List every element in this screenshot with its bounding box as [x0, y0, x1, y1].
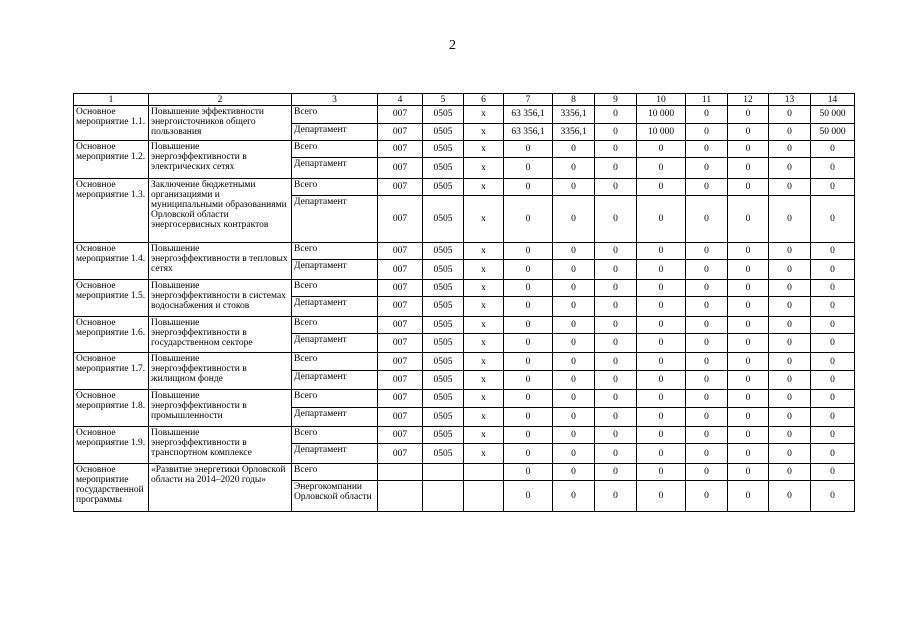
value-cell: 0 — [686, 316, 728, 333]
value-cell: 0 — [811, 481, 855, 512]
value-cell: 0 — [728, 140, 769, 157]
value-cell: 0 — [553, 407, 595, 426]
value-cell: 0 — [686, 158, 728, 178]
value-cell: 0 — [637, 158, 686, 178]
value-cell: 0 — [811, 316, 855, 333]
table-row — [74, 106, 855, 123]
value-cell: 0 — [728, 243, 769, 260]
value-cell: 63 356,1 — [504, 106, 553, 123]
value-cell: 0 — [595, 426, 637, 443]
value-cell: 0 — [811, 463, 855, 480]
table-row — [74, 426, 855, 443]
value-cell: 0 — [637, 196, 686, 243]
value-cell: 0 — [637, 444, 686, 463]
funding-source: Всего — [292, 279, 378, 296]
value-cell: 007 — [378, 279, 423, 296]
activity-description: Повышение энергоэффективности в транспортном комплексе — [149, 426, 292, 463]
value-cell: 0 — [686, 444, 728, 463]
value-cell: 0 — [637, 140, 686, 157]
value-cell: 0 — [769, 196, 811, 243]
value-cell: 0 — [811, 390, 855, 407]
value-cell: 0 — [728, 353, 769, 370]
value-cell: 0505 — [423, 334, 464, 353]
value-cell: 0 — [769, 407, 811, 426]
value-cell: 0 — [811, 297, 855, 316]
value-cell: 0 — [595, 123, 637, 140]
value-cell: 0 — [811, 370, 855, 389]
value-cell: 0 — [811, 353, 855, 370]
value-cell: 0 — [595, 390, 637, 407]
table-row — [74, 178, 855, 195]
value-cell: 3356,1 — [553, 106, 595, 123]
value-cell: 007 — [378, 444, 423, 463]
value-cell: 007 — [378, 407, 423, 426]
value-cell: 0 — [637, 178, 686, 195]
funding-source: Всего — [292, 106, 378, 123]
activity-name: Основное мероприятие 1.9. — [74, 426, 149, 463]
value-cell: 0 — [728, 279, 769, 296]
value-cell: 0 — [504, 279, 553, 296]
value-cell: 0 — [728, 444, 769, 463]
value-cell: 0 — [504, 407, 553, 426]
value-cell: 0 — [769, 463, 811, 480]
value-cell: 0 — [553, 279, 595, 296]
value-cell: 0 — [769, 444, 811, 463]
value-cell: 0505 — [423, 260, 464, 279]
funding-source: Департамент — [292, 260, 378, 279]
value-cell: 0 — [686, 140, 728, 157]
value-cell: 0 — [728, 316, 769, 333]
value-cell: 0 — [553, 334, 595, 353]
column-header: 5 — [423, 94, 464, 106]
value-cell: 0 — [769, 316, 811, 333]
value-cell: 0 — [686, 106, 728, 123]
value-cell: 0505 — [423, 243, 464, 260]
value-cell: 0 — [504, 243, 553, 260]
value-cell: 0505 — [423, 196, 464, 243]
value-cell: х — [464, 297, 504, 316]
value-cell: 0505 — [423, 407, 464, 426]
value-cell: 0 — [728, 123, 769, 140]
value-cell: 007 — [378, 370, 423, 389]
value-cell: 0 — [504, 370, 553, 389]
value-cell: 0 — [637, 260, 686, 279]
activity-name: Основное мероприятие 1.6. — [74, 316, 149, 353]
value-cell: 0 — [686, 243, 728, 260]
value-cell: 0 — [811, 334, 855, 353]
value-cell: х — [464, 334, 504, 353]
value-cell: 007 — [378, 243, 423, 260]
table-row — [74, 316, 855, 333]
value-cell — [464, 463, 504, 480]
value-cell: 0505 — [423, 106, 464, 123]
value-cell: 0 — [728, 426, 769, 443]
activity-description: Повышение энергоэффективности в государственном секторе — [149, 316, 292, 353]
value-cell — [378, 481, 423, 512]
activity-description: Заключение бюджетными организациями и муниципальными образованиями Орловской области энергосервисных контрактов — [149, 178, 292, 242]
value-cell: 0 — [728, 481, 769, 512]
value-cell: х — [464, 370, 504, 389]
funding-source: Всего — [292, 353, 378, 370]
value-cell: 0505 — [423, 140, 464, 157]
value-cell: 007 — [378, 426, 423, 443]
value-cell: 0 — [811, 260, 855, 279]
table-row — [74, 279, 855, 296]
value-cell: 0505 — [423, 370, 464, 389]
value-cell: 0 — [595, 481, 637, 512]
value-cell: 0 — [769, 426, 811, 443]
value-cell: х — [464, 444, 504, 463]
value-cell: 0 — [504, 196, 553, 243]
value-cell: 0 — [728, 297, 769, 316]
funding-source: Департамент — [292, 407, 378, 426]
funding-source: Всего — [292, 463, 378, 480]
table-row — [74, 463, 855, 480]
value-cell: 0 — [728, 463, 769, 480]
activity-description: Повышение энергоэффективности в жилищном фонде — [149, 353, 292, 390]
value-cell: 0 — [637, 353, 686, 370]
value-cell — [423, 481, 464, 512]
value-cell: 0 — [686, 123, 728, 140]
value-cell: 10 000 — [637, 106, 686, 123]
value-cell: 0 — [595, 463, 637, 480]
value-cell — [378, 463, 423, 480]
value-cell: 0 — [637, 279, 686, 296]
value-cell: 007 — [378, 123, 423, 140]
value-cell: 0 — [504, 353, 553, 370]
value-cell: х — [464, 178, 504, 195]
value-cell: х — [464, 243, 504, 260]
value-cell: 0 — [553, 260, 595, 279]
value-cell: 0 — [728, 260, 769, 279]
value-cell: 0 — [595, 279, 637, 296]
value-cell: 0 — [595, 444, 637, 463]
funding-source: Департамент — [292, 196, 378, 243]
value-cell: 0 — [686, 196, 728, 243]
value-cell: 0 — [595, 407, 637, 426]
value-cell: 3356,1 — [553, 123, 595, 140]
column-header: 12 — [728, 94, 769, 106]
activity-description: Повышение энергоэффективности в тепловых сетях — [149, 243, 292, 280]
value-cell: 0505 — [423, 426, 464, 443]
value-cell: 0 — [811, 243, 855, 260]
funding-source: Энергокомпании Орловской области — [292, 481, 378, 512]
value-cell: 0 — [769, 243, 811, 260]
column-header: 9 — [595, 94, 637, 106]
value-cell: 007 — [378, 390, 423, 407]
activity-name: Основное мероприятие 1.2. — [74, 140, 149, 178]
activity-name: Основное мероприятие 1.5. — [74, 279, 149, 316]
value-cell: х — [464, 426, 504, 443]
value-cell: 0 — [595, 158, 637, 178]
value-cell: 0 — [637, 334, 686, 353]
column-header: 6 — [464, 94, 504, 106]
value-cell: 0 — [686, 407, 728, 426]
funding-source: Всего — [292, 390, 378, 407]
value-cell: 0 — [595, 178, 637, 195]
value-cell: 0 — [553, 316, 595, 333]
column-header: 13 — [769, 94, 811, 106]
activity-description: Повышение энергоэффективности в электрических сетях — [149, 140, 292, 178]
value-cell: 0 — [686, 279, 728, 296]
value-cell: 0 — [728, 196, 769, 243]
value-cell: х — [464, 260, 504, 279]
value-cell: х — [464, 140, 504, 157]
activity-description: Повышение энергоэффективности в системах водоснабжения и стоков — [149, 279, 292, 316]
value-cell: х — [464, 158, 504, 178]
value-cell: 0 — [504, 178, 553, 195]
funding-source: Департамент — [292, 123, 378, 140]
funding-source: Всего — [292, 178, 378, 195]
value-cell: 0 — [595, 334, 637, 353]
value-cell: 007 — [378, 140, 423, 157]
value-cell: 0 — [769, 481, 811, 512]
value-cell: х — [464, 196, 504, 243]
value-cell: 0 — [595, 297, 637, 316]
value-cell: 0505 — [423, 316, 464, 333]
table-row — [74, 140, 855, 157]
value-cell: х — [464, 106, 504, 123]
value-cell: 0 — [811, 158, 855, 178]
value-cell: 007 — [378, 196, 423, 243]
value-cell: 0 — [504, 481, 553, 512]
value-cell: 0 — [769, 158, 811, 178]
table-row — [74, 243, 855, 260]
value-cell: 007 — [378, 334, 423, 353]
value-cell: 0 — [728, 370, 769, 389]
column-header-row — [74, 94, 855, 106]
value-cell: 0 — [686, 390, 728, 407]
value-cell: 0 — [504, 158, 553, 178]
value-cell: 0 — [637, 426, 686, 443]
column-header: 2 — [149, 94, 292, 106]
value-cell: 50 000 — [811, 106, 855, 123]
value-cell: 007 — [378, 106, 423, 123]
value-cell: 0 — [595, 370, 637, 389]
activity-name: Основное мероприятие 1.7. — [74, 353, 149, 390]
value-cell: 0 — [504, 140, 553, 157]
value-cell: 0 — [553, 370, 595, 389]
value-cell: 0 — [553, 243, 595, 260]
value-cell: 0505 — [423, 178, 464, 195]
value-cell: 0 — [769, 178, 811, 195]
value-cell: 0 — [504, 463, 553, 480]
value-cell: х — [464, 407, 504, 426]
funding-source: Департамент — [292, 370, 378, 389]
value-cell: 0 — [637, 297, 686, 316]
table-row — [74, 390, 855, 407]
value-cell: 007 — [378, 353, 423, 370]
value-cell: х — [464, 390, 504, 407]
value-cell: 0 — [769, 279, 811, 296]
value-cell: 0 — [595, 196, 637, 243]
value-cell: 0 — [686, 463, 728, 480]
value-cell: 63 356,1 — [504, 123, 553, 140]
value-cell: 0 — [637, 481, 686, 512]
activity-name: Основное мероприятие государственной программы — [74, 463, 149, 511]
value-cell: 0 — [553, 196, 595, 243]
funding-source: Всего — [292, 140, 378, 157]
value-cell: 0 — [728, 106, 769, 123]
value-cell — [423, 463, 464, 480]
funding-source: Департамент — [292, 297, 378, 316]
value-cell: 0 — [637, 407, 686, 426]
value-cell: 0 — [686, 178, 728, 195]
column-header: 11 — [686, 94, 728, 106]
budget-table — [73, 93, 855, 512]
value-cell: 0 — [595, 260, 637, 279]
value-cell: 0 — [728, 407, 769, 426]
value-cell: 0 — [553, 178, 595, 195]
column-header: 3 — [292, 94, 378, 106]
page-number: 2 — [449, 38, 456, 53]
value-cell: 0 — [553, 463, 595, 480]
value-cell: х — [464, 279, 504, 296]
value-cell: 0 — [637, 316, 686, 333]
value-cell: 0 — [769, 123, 811, 140]
value-cell: х — [464, 123, 504, 140]
value-cell: 0 — [728, 158, 769, 178]
activity-description: Повышение эффективности энергоисточников общего пользования — [149, 106, 292, 141]
value-cell: 10 000 — [637, 123, 686, 140]
value-cell: 0 — [811, 426, 855, 443]
value-cell: 007 — [378, 178, 423, 195]
value-cell: 0 — [553, 353, 595, 370]
value-cell: 0 — [553, 140, 595, 157]
value-cell: 0 — [553, 426, 595, 443]
value-cell: 0 — [504, 297, 553, 316]
column-header: 7 — [504, 94, 553, 106]
value-cell: 0 — [686, 353, 728, 370]
value-cell: 0505 — [423, 353, 464, 370]
value-cell: 0 — [686, 260, 728, 279]
value-cell: 0 — [637, 463, 686, 480]
activity-name: Основное мероприятие 1.3. — [74, 178, 149, 242]
value-cell — [464, 481, 504, 512]
funding-source: Департамент — [292, 444, 378, 463]
table-body — [74, 94, 855, 512]
value-cell: 0505 — [423, 390, 464, 407]
value-cell: 0 — [769, 334, 811, 353]
value-cell: 0 — [504, 334, 553, 353]
value-cell: 0 — [504, 316, 553, 333]
funding-source: Всего — [292, 243, 378, 260]
value-cell: х — [464, 316, 504, 333]
value-cell: 007 — [378, 316, 423, 333]
activity-description: «Развитие энергетики Орловской области на 2014–2020 годы» — [149, 463, 292, 511]
value-cell: 0505 — [423, 123, 464, 140]
value-cell: 0 — [504, 444, 553, 463]
value-cell: 0 — [553, 481, 595, 512]
value-cell: 0 — [811, 444, 855, 463]
value-cell: 0 — [811, 178, 855, 195]
value-cell: 0 — [686, 426, 728, 443]
activity-description: Повышение энергоэффективности в промышленности — [149, 390, 292, 427]
table-row — [74, 353, 855, 370]
funding-source: Всего — [292, 316, 378, 333]
value-cell: 0505 — [423, 279, 464, 296]
value-cell: 0 — [637, 370, 686, 389]
activity-name: Основное мероприятие 1.1. — [74, 106, 149, 141]
column-header: 4 — [378, 94, 423, 106]
value-cell: 0 — [728, 334, 769, 353]
column-header: 8 — [553, 94, 595, 106]
value-cell: 0 — [637, 243, 686, 260]
value-cell: 0 — [595, 353, 637, 370]
value-cell: 007 — [378, 260, 423, 279]
value-cell: х — [464, 353, 504, 370]
value-cell: 0 — [686, 297, 728, 316]
value-cell: 0 — [769, 370, 811, 389]
value-cell: 0 — [811, 407, 855, 426]
column-header: 14 — [811, 94, 855, 106]
value-cell: 0 — [637, 390, 686, 407]
value-cell: 0 — [769, 390, 811, 407]
value-cell: 0505 — [423, 297, 464, 316]
value-cell: 50 000 — [811, 123, 855, 140]
value-cell: 0 — [553, 444, 595, 463]
funding-source: Департамент — [292, 158, 378, 178]
value-cell: 0 — [811, 279, 855, 296]
funding-source: Всего — [292, 426, 378, 443]
value-cell: 0505 — [423, 444, 464, 463]
value-cell: 0 — [595, 243, 637, 260]
value-cell: 0 — [595, 140, 637, 157]
value-cell: 0 — [769, 353, 811, 370]
funding-source: Департамент — [292, 334, 378, 353]
value-cell: 0 — [553, 390, 595, 407]
value-cell: 0 — [504, 390, 553, 407]
value-cell: 0 — [553, 297, 595, 316]
value-cell: 0 — [728, 178, 769, 195]
column-header: 1 — [74, 94, 149, 106]
value-cell: 0 — [811, 140, 855, 157]
value-cell: 0 — [769, 140, 811, 157]
value-cell: 007 — [378, 297, 423, 316]
activity-name: Основное мероприятие 1.8. — [74, 390, 149, 427]
activity-name: Основное мероприятие 1.4. — [74, 243, 149, 280]
value-cell: 0 — [595, 316, 637, 333]
value-cell: 0 — [595, 106, 637, 123]
value-cell: 0505 — [423, 158, 464, 178]
value-cell: 0 — [686, 334, 728, 353]
value-cell: 0 — [686, 370, 728, 389]
value-cell: 0 — [553, 158, 595, 178]
value-cell: 0 — [728, 390, 769, 407]
column-header: 10 — [637, 94, 686, 106]
value-cell: 007 — [378, 158, 423, 178]
value-cell: 0 — [769, 106, 811, 123]
value-cell: 0 — [686, 481, 728, 512]
value-cell: 0 — [504, 426, 553, 443]
value-cell: 0 — [504, 260, 553, 279]
value-cell: 0 — [769, 260, 811, 279]
value-cell: 0 — [811, 196, 855, 243]
value-cell: 0 — [769, 297, 811, 316]
